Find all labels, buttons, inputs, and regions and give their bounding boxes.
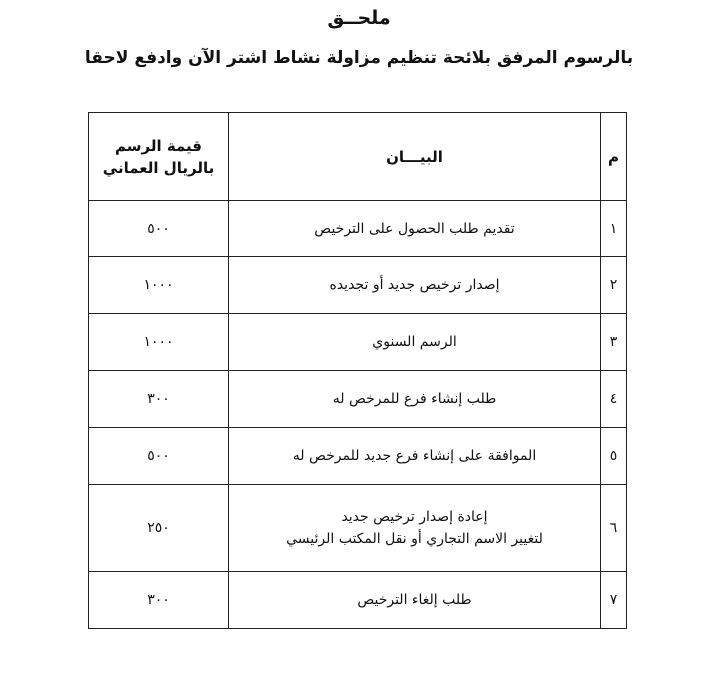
row-description bbox=[229, 428, 601, 485]
row-description bbox=[229, 257, 601, 314]
row-description-line: إصدار ترخيص جديد أو تجديده bbox=[329, 277, 500, 293]
table-row bbox=[89, 428, 627, 485]
row-description-line: تقديم طلب الحصول على الترخيص bbox=[314, 220, 515, 237]
row-fee: ٥٠٠ bbox=[89, 201, 229, 257]
page-subtitle: بالرسوم المرفق بلائحة تنظيم مزاولة نشاط اشتر الآن وادفع لاحقا bbox=[84, 48, 634, 68]
table-row bbox=[89, 572, 627, 629]
row-description bbox=[229, 314, 601, 371]
row-description-line: الرسم السنوي bbox=[372, 334, 457, 350]
row-number: ١ bbox=[601, 201, 627, 257]
row-description-line: إعادة إصدار ترخيص جديد bbox=[341, 509, 488, 525]
row-number: ٦ bbox=[601, 485, 627, 572]
row-fee: ٢٥٠ bbox=[89, 485, 229, 572]
header-number: م bbox=[601, 113, 627, 201]
row-fee: ٥٠٠ bbox=[89, 428, 229, 485]
header-fee bbox=[89, 113, 229, 201]
row-fee: ٣٠٠ bbox=[89, 572, 229, 629]
row-description-line: طلب إنشاء فرع للمرخص له bbox=[332, 391, 497, 407]
row-number: ٢ bbox=[601, 257, 627, 314]
header-fee-line2: بالريال العماني bbox=[102, 158, 215, 177]
row-fee: ١٠٠٠ bbox=[89, 257, 229, 314]
header-fee-line1: قيمة الرسم bbox=[115, 136, 202, 155]
header-description: البيـــان bbox=[229, 113, 601, 201]
page-title: ملحــق bbox=[327, 7, 391, 29]
table-row bbox=[89, 371, 627, 428]
row-description bbox=[229, 485, 601, 572]
row-description-line: الموافقة على إنشاء فرع جديد للمرخص له bbox=[292, 448, 537, 464]
row-number: ٥ bbox=[601, 428, 627, 485]
row-description-line: لتغيير الاسم التجاري أو نقل المكتب الرئيسي bbox=[286, 531, 543, 547]
row-description bbox=[229, 201, 601, 257]
row-fee: ٣٠٠ bbox=[89, 371, 229, 428]
row-number: ٧ bbox=[601, 572, 627, 629]
row-number: ٤ bbox=[601, 371, 627, 428]
row-description bbox=[229, 371, 601, 428]
fees-table bbox=[88, 112, 627, 629]
row-fee: ١٠٠٠ bbox=[89, 314, 229, 371]
table-row bbox=[89, 201, 627, 257]
table-row bbox=[89, 314, 627, 371]
row-description-line: طلب إلغاء الترخيص bbox=[357, 592, 472, 608]
table-header-row bbox=[89, 113, 627, 201]
table-row bbox=[89, 257, 627, 314]
table-row bbox=[89, 485, 627, 572]
row-number: ٣ bbox=[601, 314, 627, 371]
row-description bbox=[229, 572, 601, 629]
